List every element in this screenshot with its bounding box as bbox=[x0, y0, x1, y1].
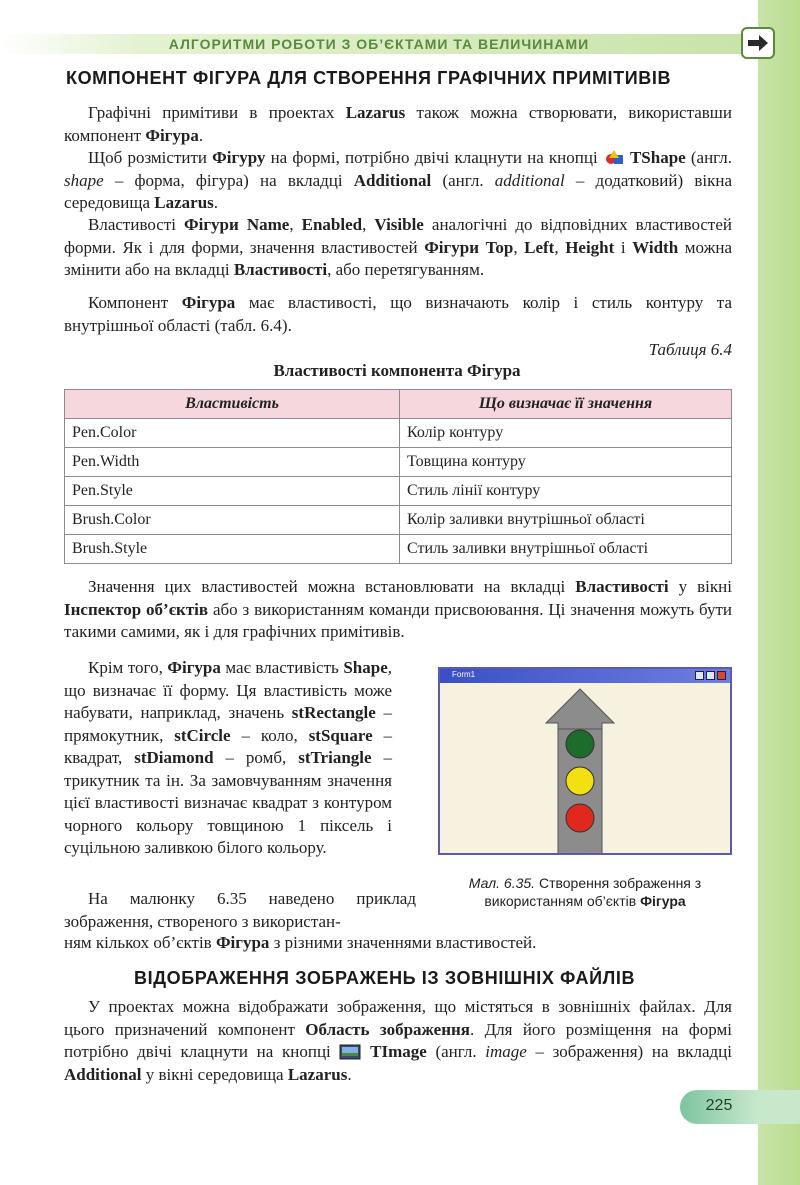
bold-term: Фігура bbox=[145, 125, 199, 145]
figure-caption-text: Створення зображення з використанням об’єктів bbox=[484, 875, 702, 909]
minimize-icon bbox=[695, 671, 704, 680]
bold-term: Lazarus bbox=[154, 193, 214, 212]
bold-term: Width bbox=[632, 237, 679, 257]
text-run: у вікні bbox=[668, 577, 732, 596]
text-run: у вікні середовища bbox=[141, 1064, 288, 1084]
yellow-light bbox=[566, 767, 594, 795]
property-cell: Brush.Color bbox=[65, 506, 400, 535]
text-run: . bbox=[347, 1064, 352, 1084]
text-run: має властивості, що визначають колір і стиль контуру та внутрішньої області (табл. 6.4). bbox=[64, 293, 732, 335]
paragraph-8 bbox=[64, 996, 732, 1086]
bold-term: Lazarus bbox=[287, 1064, 348, 1084]
bold-term: stSquare bbox=[308, 725, 373, 745]
text-run: також можна створювати, використавши компонент bbox=[64, 103, 732, 145]
page-number: 225 bbox=[705, 1097, 733, 1114]
paragraph-4 bbox=[64, 292, 732, 337]
bold-term: Shape bbox=[343, 658, 388, 677]
traffic-light-figure bbox=[438, 667, 732, 855]
property-cell: Pen.Style bbox=[65, 477, 400, 506]
properties-table bbox=[64, 389, 732, 564]
red-light bbox=[566, 804, 594, 832]
table-title: Властивості компонента Фігура bbox=[273, 361, 521, 380]
maximize-icon bbox=[706, 671, 715, 680]
meaning-cell: Стиль заливки внутрішньої області bbox=[400, 535, 732, 564]
italic-term: image bbox=[485, 1042, 527, 1061]
side-strip bbox=[758, 0, 800, 1185]
paragraph-2 bbox=[64, 147, 732, 215]
text-run: Графічні примітиви в проектах bbox=[88, 103, 346, 122]
text-run: , що визначає її форму. Ця властивість може набувати, наприклад, значень bbox=[64, 658, 392, 722]
chapter-header bbox=[0, 34, 758, 54]
text-run: – трикутник та ін. За замовчуванням значення цієї властивості визначає квадрат з контуром чорного кольору товщиною 1 піксель і суцільною заливкою білого кольору. bbox=[64, 748, 392, 857]
text-run bbox=[361, 1042, 370, 1061]
bold-term: stTriangle bbox=[298, 748, 372, 767]
text-run: або з використанням команди присвоювання. Ці значення можуть бути такими самими, як і для графічних примітивів. bbox=[64, 599, 732, 641]
bold-term: Фігуру bbox=[212, 148, 266, 167]
bold-term: TShape bbox=[629, 148, 686, 167]
traffic-light-drawing bbox=[440, 683, 730, 853]
text-run: – зображення) на вкладці bbox=[526, 1042, 732, 1061]
bold-term: Visible bbox=[374, 215, 424, 234]
arrow-shape bbox=[546, 689, 614, 733]
figure-caption-bold: Фігура bbox=[640, 893, 686, 909]
bold-term: Additional bbox=[64, 1064, 142, 1084]
section-heading-images: ВІДОБРАЖЕННЯ ЗОБРАЖЕНЬ ІЗ ЗОВНІШНІХ ФАЙЛІВ bbox=[134, 968, 636, 988]
text-run: аналогічні до відповідних властивостей форми. Як і для форми, значення властивостей bbox=[64, 215, 733, 257]
italic-term: additional bbox=[494, 170, 565, 190]
paragraph-3 bbox=[64, 214, 732, 282]
property-cell: Pen.Color bbox=[65, 419, 400, 448]
bold-term: Height bbox=[565, 237, 615, 257]
table-row bbox=[65, 419, 732, 448]
bold-term: Властивості bbox=[233, 260, 328, 279]
text-run: , bbox=[289, 215, 302, 234]
text-run: – ромб, bbox=[213, 748, 299, 767]
bold-term: Інспектор об’єктів bbox=[64, 599, 209, 619]
bold-term: Enabled bbox=[301, 215, 363, 234]
property-cell: Brush.Style bbox=[65, 535, 400, 564]
arrow-right-icon bbox=[746, 34, 770, 52]
paragraph-5 bbox=[64, 576, 732, 644]
text-run: Компонент bbox=[88, 293, 182, 312]
column-header: Що визначає її значення bbox=[400, 390, 732, 419]
text-run: . bbox=[198, 125, 204, 145]
text-run: – форма, фігура) на вкладці bbox=[103, 170, 354, 190]
paragraph-1 bbox=[64, 102, 732, 147]
meaning-cell: Колір заливки внутрішньої області bbox=[400, 506, 732, 535]
figure-caption-number: Мал. 6.35. bbox=[468, 875, 536, 891]
text-run: – прямокутник, bbox=[64, 703, 393, 745]
text-run: На малюнку 6.35 наведено приклад зображення, створеного з використан- bbox=[64, 889, 416, 931]
bold-term: Фігура bbox=[167, 658, 221, 677]
bold-term: Фігура bbox=[181, 293, 236, 312]
table-row bbox=[65, 535, 732, 564]
text-run: , bbox=[513, 237, 525, 257]
text-run: , bbox=[554, 237, 566, 257]
next-page-button[interactable] bbox=[741, 27, 775, 59]
text-run: , bbox=[362, 215, 375, 234]
bold-term: Область зображення bbox=[305, 1019, 470, 1039]
table-header-row bbox=[65, 390, 732, 419]
table-row bbox=[65, 448, 732, 477]
text-run: – додатковий) вікна середовища bbox=[64, 170, 732, 212]
paragraph-7-continued bbox=[64, 932, 732, 955]
column-header: Властивість bbox=[65, 390, 400, 419]
text-run: , або перетягуванням. bbox=[327, 260, 485, 279]
window-title: Form1 bbox=[452, 670, 476, 679]
bold-term: Фігури Top bbox=[424, 237, 514, 257]
text-run: ням кількох об’єктів bbox=[64, 933, 216, 952]
text-run: . Для його розміщення на формі потрібно двічі клацнути на кнопці bbox=[64, 1019, 732, 1061]
paragraph-7 bbox=[64, 888, 416, 933]
text-run: Крім того, bbox=[88, 658, 168, 677]
text-run: (англ. bbox=[685, 148, 733, 167]
window-titlebar bbox=[440, 669, 730, 683]
green-light bbox=[566, 730, 594, 758]
bold-term: stDiamond bbox=[134, 748, 214, 767]
text-run: . bbox=[213, 193, 219, 212]
text-run: з різними значеннями властивостей. bbox=[269, 933, 537, 952]
bold-term: Фігури Name bbox=[184, 215, 290, 234]
bold-term: stRectangle bbox=[291, 703, 376, 722]
italic-term: shape bbox=[64, 170, 104, 190]
timage-button-icon[interactable] bbox=[339, 1044, 361, 1060]
page-number-tail bbox=[758, 1090, 800, 1124]
meaning-cell: Товщина контуру bbox=[400, 448, 732, 477]
bold-term: Additional bbox=[353, 170, 432, 190]
text-run: має властивість bbox=[220, 658, 344, 677]
text-run: (англ. bbox=[426, 1042, 486, 1061]
text-run: – квадрат, bbox=[64, 725, 393, 767]
text-run: Щоб розмістити bbox=[88, 148, 213, 167]
text-run: можна змінити або на вкладці bbox=[64, 237, 732, 279]
bold-term: Фігура bbox=[215, 933, 270, 952]
property-cell: Pen.Width bbox=[65, 448, 400, 477]
figure-caption bbox=[440, 874, 730, 910]
text-run: Властивості bbox=[88, 215, 185, 234]
text-run: Значення цих властивостей можна встановлювати на вкладці bbox=[88, 577, 576, 596]
chapter-title: АЛГОРИТМИ РОБОТИ З ОБ’ЄКТАМИ ТА ВЕЛИЧИНАМИ bbox=[168, 36, 590, 52]
table-caption: Таблиця 6.4 bbox=[648, 340, 732, 359]
meaning-cell: Колір контуру bbox=[400, 419, 732, 448]
text-run: і bbox=[614, 237, 633, 257]
page-number-tab bbox=[680, 1090, 758, 1124]
bold-term: Lazarus bbox=[345, 103, 406, 122]
section-heading-shape: КОМПОНЕНТ ФІГУРА ДЛЯ СТВОРЕННЯ ГРАФІЧНИХ ПРИМІТИВІВ bbox=[66, 68, 672, 88]
text-run: (англ. bbox=[431, 170, 495, 190]
bold-term: TImage bbox=[370, 1042, 427, 1061]
bold-term: Left bbox=[524, 237, 555, 257]
close-icon bbox=[717, 671, 726, 680]
meaning-cell: Стиль лінії контуру bbox=[400, 477, 732, 506]
tshape-button-icon[interactable] bbox=[603, 149, 625, 165]
text-run: – коло, bbox=[230, 725, 309, 745]
table-row bbox=[65, 506, 732, 535]
table-row bbox=[65, 477, 732, 506]
bold-term: stCircle bbox=[174, 725, 231, 745]
text-run: на формі, потрібно двічі клацнути на кнопці bbox=[265, 148, 603, 167]
bold-term: Властивості bbox=[575, 577, 669, 596]
paragraph-6 bbox=[64, 657, 392, 860]
text-run: У проектах можна відображати зображення, що містяться в зовнішніх файлах. Для цього призначений компонент bbox=[64, 997, 732, 1039]
